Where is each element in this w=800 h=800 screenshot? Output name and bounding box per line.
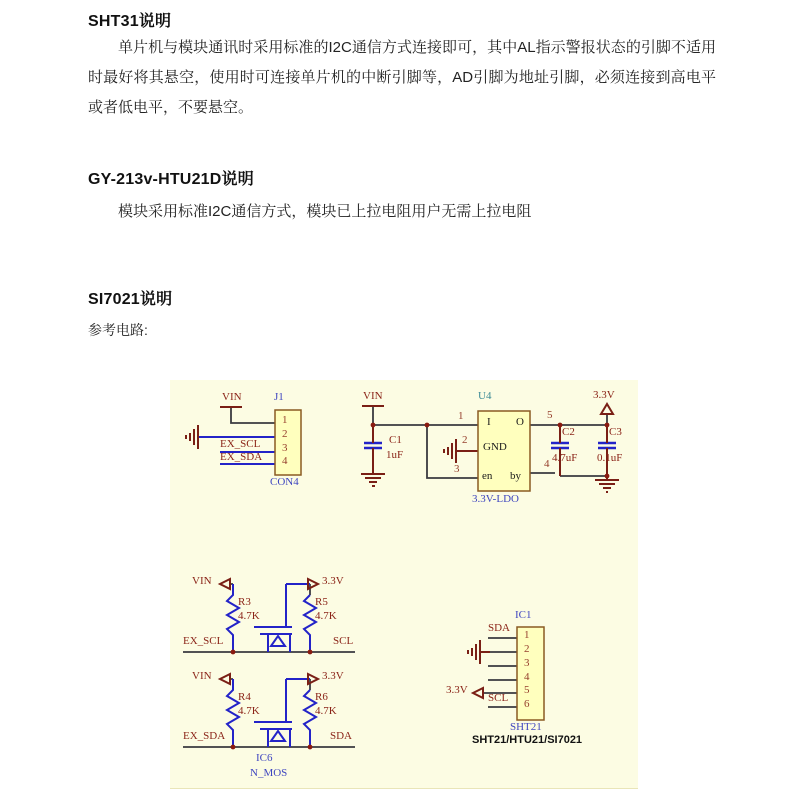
nmos-sda bbox=[254, 679, 310, 747]
net-vin-j1: VIN bbox=[222, 391, 242, 403]
val-r4: 4.7K bbox=[238, 705, 260, 717]
net-3v3-r6: 3.3V bbox=[322, 670, 344, 682]
net-sda-ic1: SDA bbox=[488, 622, 511, 634]
ref-r6: R6 bbox=[315, 691, 328, 703]
pin-j1-1: 1 bbox=[282, 414, 288, 426]
blue-wires bbox=[198, 434, 616, 747]
ref-r5: R5 bbox=[315, 596, 328, 608]
ic1-body bbox=[517, 627, 544, 720]
val-r3: 4.7K bbox=[238, 610, 260, 622]
label-part-names: SHT21/HTU21/SI7021 bbox=[472, 734, 583, 746]
u4-input-label: I bbox=[487, 416, 491, 428]
net-3v3-r5: 3.3V bbox=[322, 575, 344, 587]
designator-sht21: SHT21 bbox=[510, 721, 542, 733]
ground-c3 bbox=[595, 480, 619, 492]
val-c1: 1uF bbox=[386, 449, 404, 461]
part-bodies bbox=[275, 410, 544, 720]
net-vin-u4: VIN bbox=[363, 390, 383, 402]
designator-ic6: IC6 bbox=[256, 752, 273, 764]
ground-ic1 bbox=[468, 640, 490, 664]
pin-ic1-5: 5 bbox=[524, 684, 530, 696]
net-ex-sda-j1: EX_SDA bbox=[220, 451, 263, 463]
pin-ic1-6: 6 bbox=[524, 698, 530, 710]
net-vin-r3: VIN bbox=[192, 575, 212, 587]
designator-j1: J1 bbox=[274, 391, 284, 403]
net-sda: SDA bbox=[330, 730, 353, 742]
power-arrow-3v3-u4 bbox=[601, 404, 613, 414]
j1-body bbox=[275, 410, 301, 475]
ref-r4: R4 bbox=[238, 691, 251, 703]
nmos-scl bbox=[254, 584, 310, 652]
designator-ldo: 3.3V-LDO bbox=[472, 493, 519, 505]
pin-u4-1: 1 bbox=[458, 410, 464, 422]
ref-r3: R3 bbox=[238, 596, 251, 608]
pin-j1-2: 2 bbox=[282, 428, 288, 440]
para-gy213v: 模块采用标准I2C通信方式，模块已上拉电阻用户无需上拉电阻 bbox=[118, 203, 532, 220]
heading-sht31: SHT31说明 bbox=[88, 13, 172, 30]
pin-ic1-3: 3 bbox=[524, 657, 530, 669]
net-ex-scl: EX_SCL bbox=[183, 635, 224, 647]
net-ex-sda: EX_SDA bbox=[183, 730, 226, 742]
pin-ic1-2: 2 bbox=[524, 643, 530, 655]
u4-en-label: en bbox=[482, 470, 493, 482]
u4-output-label: O bbox=[516, 416, 524, 428]
power-arrow-3v3-ic1 bbox=[473, 688, 483, 698]
ref-c2: C2 bbox=[562, 426, 575, 438]
pin-j1-4: 4 bbox=[282, 455, 288, 467]
net-3v3-u4: 3.3V bbox=[593, 389, 615, 401]
net-scl-ic1: SCL bbox=[488, 692, 509, 704]
pin-u4-2: 2 bbox=[462, 434, 468, 446]
designator-con4: CON4 bbox=[270, 476, 299, 488]
net-ex-scl-j1: EX_SCL bbox=[220, 438, 261, 450]
heading-si7021: SI7021说明 bbox=[88, 291, 173, 308]
ground-j1 bbox=[186, 425, 198, 449]
pin-u4-4: 4 bbox=[544, 458, 550, 470]
power-arrow-vin-sda bbox=[220, 674, 230, 684]
net-vin-r4: VIN bbox=[192, 670, 212, 682]
pin-j1-3: 3 bbox=[282, 442, 288, 454]
pin-ic1-4: 4 bbox=[524, 671, 530, 683]
u4-by-label: by bbox=[510, 470, 521, 482]
power-arrow-vin-scl bbox=[220, 579, 230, 589]
reference-circuit-label: 参考电路: bbox=[88, 322, 148, 338]
u4-gnd-label: GND bbox=[483, 441, 507, 453]
ref-c3: C3 bbox=[609, 426, 622, 438]
ground-c1 bbox=[361, 474, 385, 486]
reference-circuit-schematic bbox=[170, 380, 638, 789]
net-3v3-ic1: 3.3V bbox=[446, 684, 468, 696]
pin-u4-5: 5 bbox=[547, 409, 553, 421]
heading-gy213v: GY-213v-HTU21D说明 bbox=[88, 171, 254, 188]
net-scl: SCL bbox=[333, 635, 354, 647]
val-c2: 4.7uF bbox=[552, 452, 578, 464]
val-r6: 4.7K bbox=[315, 705, 337, 717]
designator-u4: U4 bbox=[478, 390, 492, 402]
pin-u4-3: 3 bbox=[454, 463, 460, 475]
pin-ic1-1: 1 bbox=[524, 629, 530, 641]
designator-nmos: N_MOS bbox=[250, 767, 288, 779]
para-sht31: 单片机与模块通讯时采用标准的I2C通信方式连接即可，其中AL指示警报状态的引脚不适用时最好将其悬空，使用时可连接单片机的中断引脚等，AD引脚为地址引脚，必须连接到高电平或者低电平，不要悬空。 bbox=[88, 39, 716, 116]
val-c3: 0.1uF bbox=[597, 452, 623, 464]
ground-u4 bbox=[444, 439, 478, 463]
val-r5: 4.7K bbox=[315, 610, 337, 622]
designator-ic1: IC1 bbox=[515, 609, 532, 621]
ref-c1: C1 bbox=[389, 434, 402, 446]
